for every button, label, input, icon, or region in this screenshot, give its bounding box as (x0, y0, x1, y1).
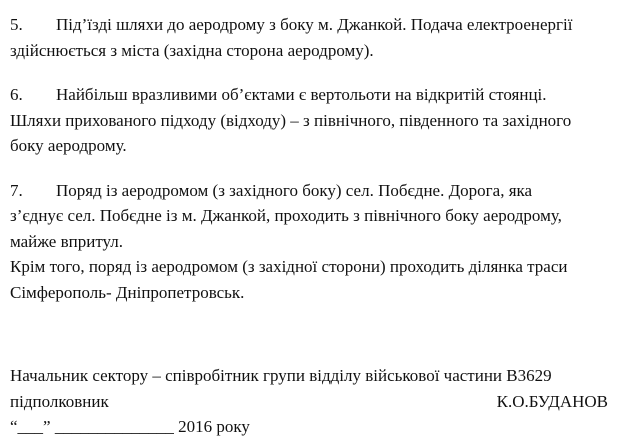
paragraph-text: Поряд із аеродромом (з західного боку) сел. Побєдне. Дорога, яка (56, 180, 533, 200)
signature-date: “___” ______________ 2016 року (10, 417, 250, 436)
signature-block (10, 363, 615, 440)
paragraph-5 (10, 12, 615, 63)
paragraph-text: Під’їзді шляхи до аеродрому з боку м. Джанкой. Подача електроенергії (56, 15, 573, 34)
signer-position: Начальник сектору – співробітник групи відділу військової частини В3629 (10, 366, 552, 385)
paragraph-line: здійснюється з міста (західна сторона аеродрому). (10, 40, 374, 60)
signer-rank: підполковник (10, 391, 109, 411)
signer-name: К.О.БУДАНОВ (496, 391, 608, 411)
paragraph-line (10, 12, 615, 38)
paragraph-line (10, 178, 615, 204)
paragraph-line: з’єднує сел. Побєдне із м. Джанкой, проходить з північного боку аеродрому, (10, 206, 562, 225)
paragraph-line: Сімферополь- Дніпропетровськ. (10, 282, 245, 302)
paragraph-line: Крім того, поряд із аеродромом (з західної сторони) проходить ділянка траси (10, 257, 568, 276)
paragraph-line: Шляхи прихованого підходу (відходу) – з північного, південного та західного (10, 110, 572, 130)
signer-row (10, 389, 608, 415)
paragraph-number: 6. (10, 85, 23, 104)
document-page (10, 12, 615, 440)
paragraph-number: 5. (10, 15, 23, 34)
paragraph-7 (10, 178, 615, 306)
paragraph-6 (10, 82, 615, 159)
paragraph-line: боку аеродрому. (10, 136, 127, 155)
paragraph-line (10, 82, 615, 108)
paragraph-line: майже впритул. (10, 231, 124, 251)
paragraph-text: Найбільш вразливими об’єктами є вертольоти на відкритій стоянці. (56, 85, 547, 104)
paragraph-number: 7. (10, 180, 23, 200)
